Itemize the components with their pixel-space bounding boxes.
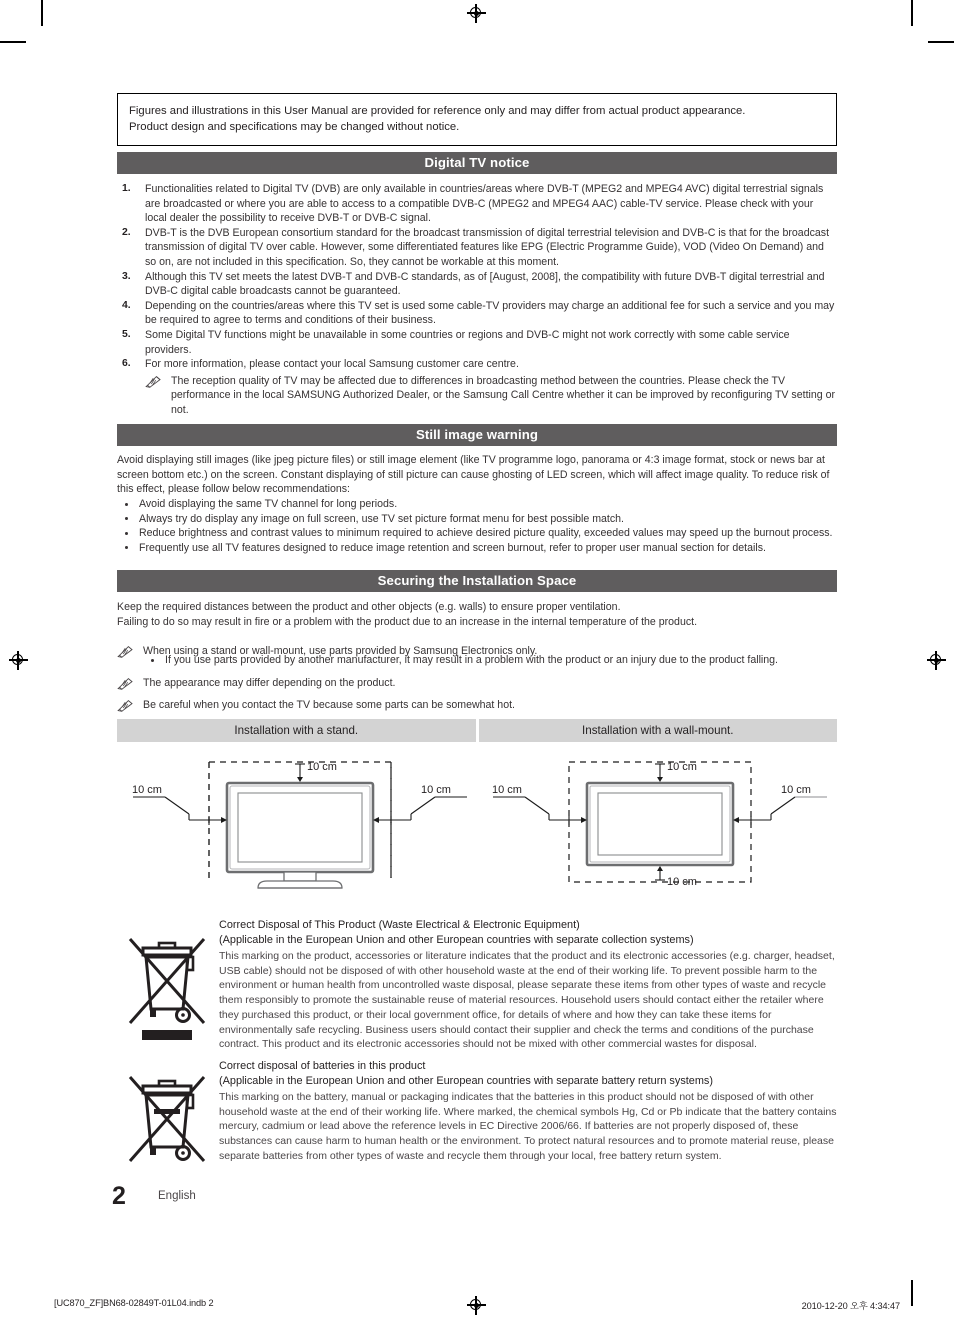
list-item-number: 2. xyxy=(122,226,131,238)
pencil-note-icon xyxy=(117,645,134,658)
list-item-number: 5. xyxy=(122,328,131,340)
list-item-text: Always try do display any image on full screen, use TV set picture format menu for best possible match. xyxy=(139,512,624,525)
list-item-text: If you use parts provided by another manufacturer, it may result in a problem with the product or an injury due to the product falling. xyxy=(165,654,779,666)
installation-diagrams xyxy=(117,748,837,908)
list-item-number: 3. xyxy=(122,270,131,282)
disposal-battery-title-line2: (Applicable in the European Union and other European countries with separate battery return systems) xyxy=(219,1075,713,1087)
bullet-icon xyxy=(125,532,128,535)
section-heading-securing-installation-space: Securing the Installation Space xyxy=(117,570,837,592)
list-item xyxy=(117,182,837,226)
reference-notice-box xyxy=(117,93,837,146)
list-item-text: Depending on the countries/areas where this TV set is used some cable-TV providers may charge an additional fee for such a service and you may be required to agree to terms and conditions of their business. xyxy=(145,299,835,327)
note-parts-can-be-hot xyxy=(117,698,863,713)
note-text: The reception quality of TV may be affected due to differences in broadcasting method between the countries. Please check the TV performance in the local SAMSUNG Authorized Dealer, or the Samsung Call Centre whether it can be improved by reconfiguring TV setting or not. xyxy=(171,374,836,416)
securing-paragraph-2: Failing to do so may result in fire or a problem with the product due to an increase in the internal temperature of the product. xyxy=(117,616,698,628)
wallmount-left-label: 10 cm xyxy=(492,784,522,796)
bullet-icon xyxy=(125,503,128,506)
list-item-text: Some Digital TV functions might be unavailable in some countries or regions and DVB-C might not work correctly with some cable service providers. xyxy=(145,328,790,356)
wallmount-right-label: 10 cm xyxy=(781,784,811,796)
list-item-text: DVB-T is the DVB European consortium standard for the broadcast transmission of digital terrestrial television and DVB-C is that for the broadcast transmission of digital TV over cable. However, some differentiated features like EPG (Electric Programme Guide), VOD (Video On Demand) and so on, are not included in this specification. So, they cannot be workable at this moment. xyxy=(145,226,830,268)
list-item xyxy=(117,512,837,527)
note-use-samsung-parts-sub xyxy=(143,653,837,668)
list-item-number: 1. xyxy=(122,183,131,194)
section-heading-still-image-warning: Still image warning xyxy=(117,424,837,446)
securing-paragraph-1: Keep the required distances between the product and other objects (e.g. walls) to ensure proper ventilation. xyxy=(117,601,621,613)
note-text: Be careful when you contact the TV because some parts can be somewhat hot. xyxy=(143,699,515,711)
bullet-icon xyxy=(125,517,128,520)
note-appearance-may-differ xyxy=(117,676,863,691)
list-item-number: 4. xyxy=(122,299,131,311)
reference-notice-line1: Figures and illustrations in this User Manual are provided for reference only and may differ from actual product appearance. xyxy=(129,105,746,117)
disposal-product-body: This marking on the product, accessories or literature indicates that the product and its electronic accessories (e.g. charger, headset, USB cable) should not be disposed of with other household waste at the end of their working life. To prevent possible harm to the environment or human health from uncontrolled waste disposal, please separate these items from other types of waste and recycle them responsibly to promote the sustainable reuse of material resources. Household users should contact either the retailer where they purchased this product, or their local government office, for details of where and how they can take these items for environmentally safe recycling. Business users should contact their supplier and check the terms and conditions of the purchase contract. This product and its electronic accessories should not be mixed with other commercial wastes for disposal. xyxy=(219,950,835,1051)
pencil-note-icon xyxy=(117,699,134,712)
installation-stand-header: Installation with a stand. xyxy=(117,719,476,742)
stand-left-label: 10 cm xyxy=(132,784,162,796)
disposal-product-title-line2: (Applicable in the European Union and other European countries with separate collection systems) xyxy=(219,934,694,946)
list-item-text: Although this TV set meets the latest DVB-T and DVB-C standards, as of [August, 2008], the compatibility with future DVB-T digital terrestrial and DVB-C digital cable broadcasts cannot be guaranteed. xyxy=(145,270,825,298)
list-item xyxy=(117,328,837,357)
stand-top-label: 10 cm xyxy=(307,761,337,773)
wallmount-installation-diagram xyxy=(477,750,837,895)
still-image-bullets xyxy=(117,497,837,555)
list-item-text: Frequently use all TV features designed to reduce image retention and screen burnout, refer to proper user manual section for details. xyxy=(139,541,766,554)
footer-source-file: [UC870_ZF]BN68-02849T-01L04.indb 2 xyxy=(54,1298,214,1308)
installation-table-header-row xyxy=(117,719,837,742)
pencil-note-icon xyxy=(145,375,162,388)
stand-installation-diagram xyxy=(117,750,477,895)
still-image-intro: Avoid displaying still images (like jpeg picture files) or still image element (like TV programme logo, panorama or 4:3 image format, stock or news bar at screen bottom etc.) on the screen. Constant displaying of still picture can cause ghosting of LED screen, which will affect image quality. To reduce risk of this effect, please follow below recommendations: xyxy=(117,454,830,496)
note-text: When using a stand or wall-mount, use parts provided by Samsung Electronics only. xyxy=(143,645,538,657)
wallmount-top-label: 10 cm xyxy=(667,761,697,773)
wallmount-bottom-label: 10 cm xyxy=(667,876,697,888)
list-item xyxy=(117,270,837,299)
stand-right-label: 10 cm xyxy=(421,784,451,796)
list-item xyxy=(117,526,837,541)
page-language-label: English xyxy=(158,1190,196,1202)
list-item-text: For more information, please contact your local Samsung customer care centre. xyxy=(145,358,519,371)
list-item xyxy=(143,653,837,668)
list-item-text: Avoid displaying the same TV channel for long periods. xyxy=(139,498,398,510)
crossed-out-wheelie-bin-icon xyxy=(126,1073,208,1165)
list-item-text: Functionalities related to Digital TV (DVB) are only available in countries/areas where DVB-T (MPEG2 and MPEG4 AVC) digital terrestrial signals are broadcasted or where you are able to access to a compatible DVB-C (MPEG2 and MPEG4 AAC) cable-TV service. Please check with your local dealer the possibility to receive DVB-T or DVB-C signal. xyxy=(145,183,824,225)
list-item xyxy=(117,541,837,556)
reference-notice-line2: Product design and specifications may be changed without notice. xyxy=(129,121,460,133)
disposal-battery-body: This marking on the battery, manual or packaging indicates that the batteries in this product should not be disposed of with other household waste at the end of their working life. Where marked, the chemical symbols Hg, Cd or Pb indicate that the battery contains mercury, cadmium or lead above the reference levels in EC Directive 2006/66. If batteries are not properly disposed of, these substances can cause harm to human health or the environment. To protect natural resources and to promote material reuse, please separate batteries from other types of waste and recycle them through your local, free battery return system. xyxy=(219,1091,837,1162)
list-item xyxy=(117,497,837,512)
disposal-battery-title-line1: Correct disposal of batteries in this product xyxy=(219,1060,426,1072)
list-item-text: Reduce brightness and contrast values to minimum required to achieve desired picture quality, exceeded values may speed up the burnout process. xyxy=(139,527,833,540)
crossed-out-wheelie-bin-with-bar-icon xyxy=(126,935,208,1040)
note-digital-tv-reception xyxy=(117,374,837,418)
list-item-number: 6. xyxy=(122,358,131,370)
disposal-battery-block xyxy=(219,1059,837,1164)
digital-tv-notice-list xyxy=(117,182,837,418)
page-number: 2 xyxy=(112,1182,126,1210)
list-item xyxy=(117,357,837,372)
disposal-product-block xyxy=(219,918,837,1052)
bullet-icon xyxy=(125,546,128,549)
disposal-product-title-line1: Correct Disposal of This Product (Waste Electrical & Electronic Equipment) xyxy=(219,919,580,931)
section-heading-digital-tv-notice: Digital TV notice xyxy=(117,152,837,174)
pencil-note-icon xyxy=(117,677,134,690)
note-text: The appearance may differ depending on the product. xyxy=(143,677,396,689)
list-item xyxy=(117,226,837,270)
footer-timestamp: 2010-12-20 오후 4:34:47 xyxy=(801,1301,900,1311)
list-item xyxy=(117,299,837,328)
installation-wallmount-header: Installation with a wall-mount. xyxy=(479,719,838,742)
bullet-icon xyxy=(151,659,154,662)
